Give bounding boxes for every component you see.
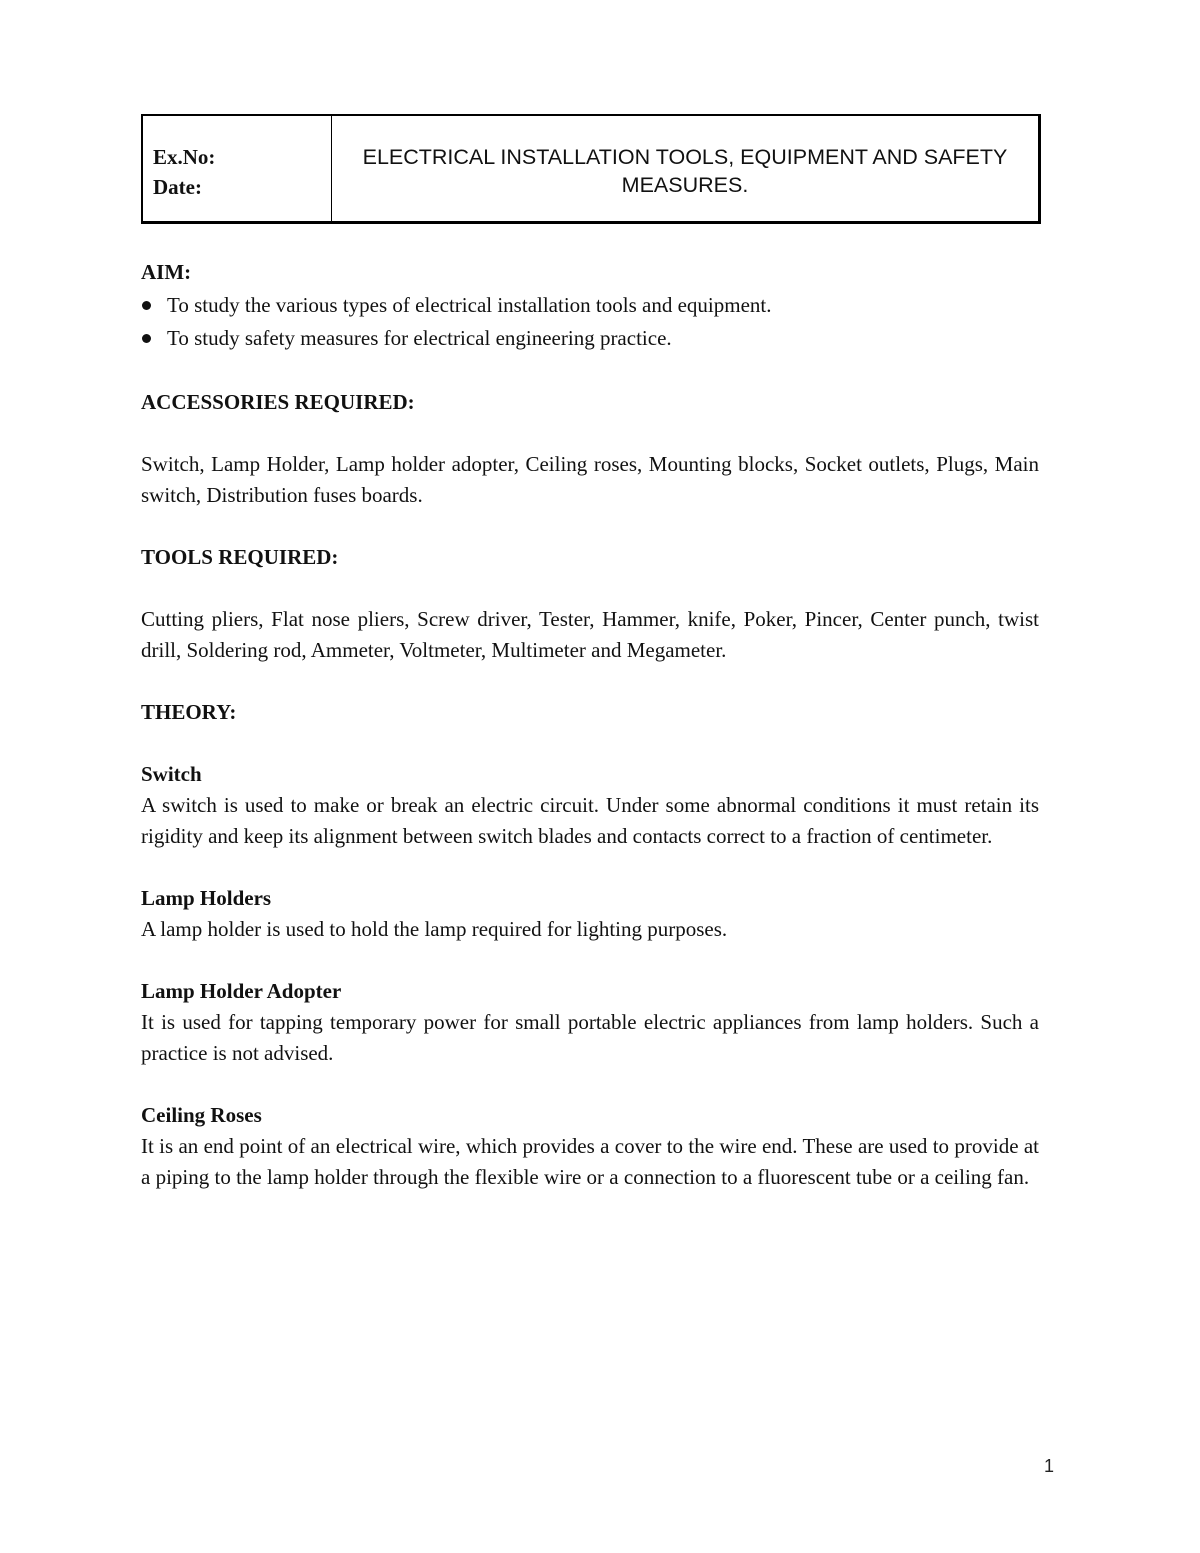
experiment-meta-cell xyxy=(143,116,332,221)
aim-item-text: To study the various types of electrical installation tools and equipment. xyxy=(167,293,772,317)
lamp-holders-text: A lamp holder is used to hold the lamp required for lighting purposes. xyxy=(141,917,728,941)
lamp-holder-adopter-text: It is used for tapping temporary power for small portable electric appliances from lamp holders. Such a practice is not advised. xyxy=(141,1010,1039,1065)
page-number: 1 xyxy=(1044,1456,1055,1476)
date-label: Date: xyxy=(153,175,202,199)
tools-text: Cutting pliers, Flat nose pliers, Screw driver, Tester, Hammer, knife, Poker, Pincer, Center punch, twist drill, Soldering rod, Ammeter, Voltmeter, Multimeter and Megameter. xyxy=(141,607,1039,662)
aim-list xyxy=(141,290,1039,354)
theory-heading: THEORY: xyxy=(141,700,237,724)
accessories-text: Switch, Lamp Holder, Lamp holder adopter, Ceiling roses, Mounting blocks, Socket outlets, Plugs, Main switch, Distribution fuses boards. xyxy=(141,452,1039,507)
lamp-holders-title: Lamp Holders xyxy=(141,886,272,910)
tools-heading: TOOLS REQUIRED: xyxy=(141,545,339,569)
switch-title: Switch xyxy=(141,762,202,786)
accessories-heading: ACCESSORIES REQUIRED: xyxy=(141,390,415,414)
experiment-header-table xyxy=(141,114,1041,224)
ceiling-roses-title: Ceiling Roses xyxy=(141,1103,262,1127)
document-body xyxy=(141,257,1039,1193)
switch-text: A switch is used to make or break an electric circuit. Under some abnormal conditions it must retain its rigidity and keep its alignment between switch blades and contacts correct to a fraction of centimeter. xyxy=(141,793,1039,848)
bullet-icon xyxy=(142,301,151,310)
bullet-icon xyxy=(142,334,151,343)
experiment-title: ELECTRICAL INSTALLATION TOOLS, EQUIPMENT AND SAFETY MEASURES. xyxy=(362,145,1008,197)
lamp-holder-adopter-title: Lamp Holder Adopter xyxy=(141,979,342,1003)
aim-item-text: To study safety measures for electrical engineering practice. xyxy=(167,326,672,350)
aim-heading: AIM: xyxy=(141,260,192,284)
aim-item xyxy=(141,323,1039,354)
ceiling-roses-text: It is an end point of an electrical wire, which provides a cover to the wire end. These are used to provide at a piping to the lamp holder through the flexible wire or a connection to a fluorescent tube or a ceiling fan. xyxy=(141,1134,1039,1189)
exno-label: Ex.No: xyxy=(153,145,216,169)
aim-item xyxy=(141,290,1039,321)
